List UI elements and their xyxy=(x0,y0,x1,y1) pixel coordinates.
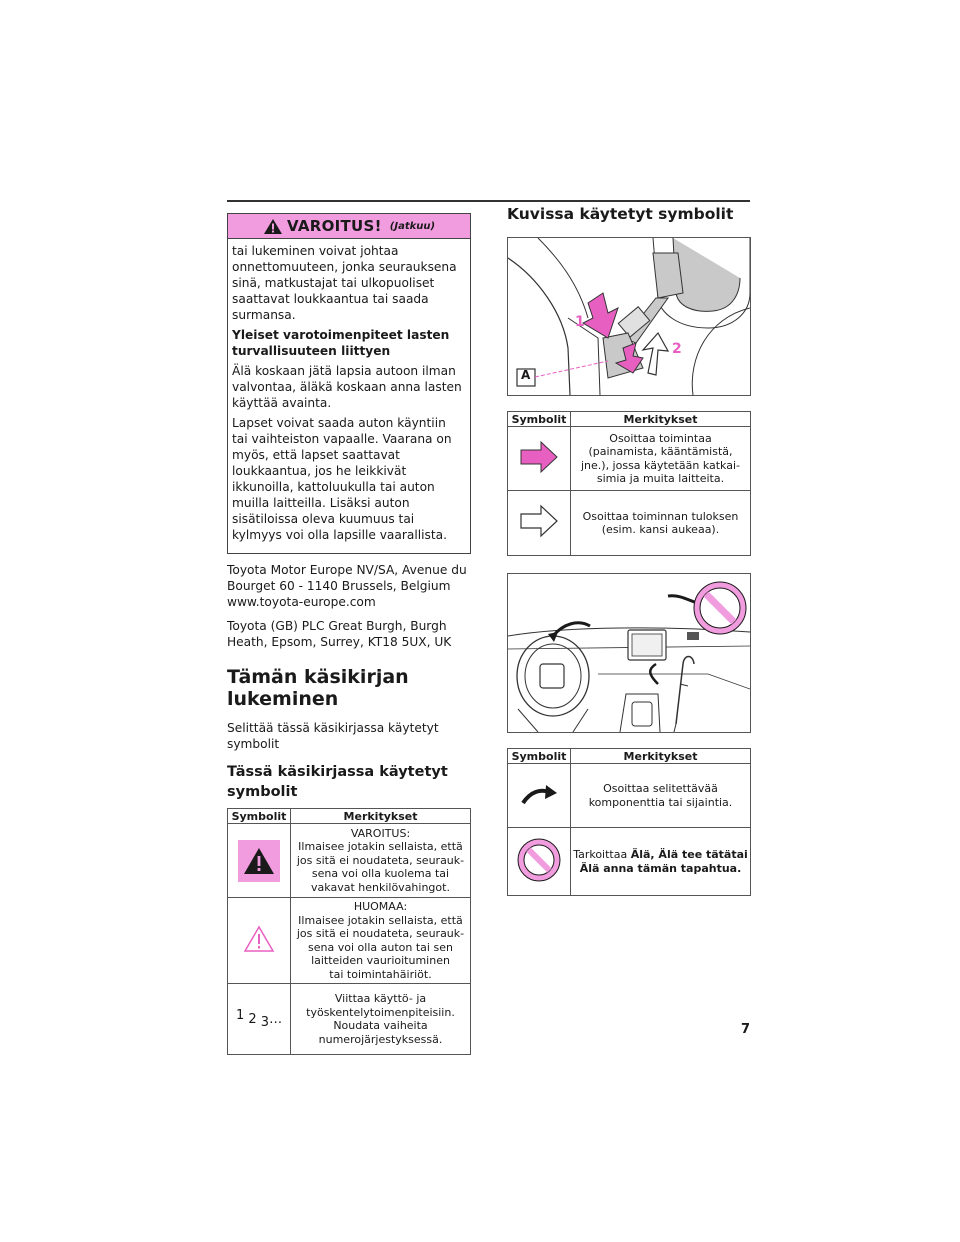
subsection-title: Tässä käsikirjassa käytetyt symbolit xyxy=(227,764,448,800)
right-title: Kuvissa käytetyt symbolit xyxy=(507,205,734,223)
left-column xyxy=(227,213,471,1055)
meaning-line: Ilmaisee jotakin sellaista, että xyxy=(298,913,463,927)
meaning-line: laitteiden vaurioituminen xyxy=(311,954,450,967)
meaning-line: jne.), jossa käytetään katkai- xyxy=(580,458,740,472)
caution-outline-icon xyxy=(243,925,275,953)
figure-step-1: 1 xyxy=(575,314,585,330)
meaning-line: simia ja muita laitteita. xyxy=(596,472,725,485)
col-header-symbol: Symbolit xyxy=(508,412,571,427)
section-intro: Selittää tässä käsikirjassa käytetyt symbolit xyxy=(227,721,439,751)
meaning-line: jos sitä ei noudateta, seurauk- xyxy=(296,853,465,867)
figure-step-2: 2 xyxy=(672,341,682,357)
meaning-line: Noudata vaiheita xyxy=(333,1019,428,1032)
figure-symbols-table-2 xyxy=(507,748,751,896)
meaning-line: sena voi olla auton tai sen xyxy=(308,940,453,954)
meaning-line: tai toimintahäiriöt. xyxy=(329,967,432,981)
table-row xyxy=(228,984,471,1055)
table-row xyxy=(508,764,751,828)
meaning-line: Osoittaa toiminnan tuloksen xyxy=(582,509,739,523)
warning-heading: Yleiset varotoimenpiteet lasten turvallisuuteen liittyen xyxy=(232,328,450,358)
address-line: Heath, Epsom, Surrey, KT18 5UX, UK xyxy=(227,635,452,649)
step-number: 1 xyxy=(235,1007,245,1023)
address-url: www.toyota-europe.com xyxy=(227,595,376,609)
meaning-line: numerojärjestyksessä. xyxy=(318,1032,443,1046)
table-row xyxy=(228,824,471,898)
dashboard-figure xyxy=(507,573,751,733)
step-numbers-icon xyxy=(228,1007,290,1030)
meaning-line xyxy=(571,848,750,862)
meaning-line: Ilmaisee jotakin sellaista, että xyxy=(298,840,463,854)
top-rule xyxy=(227,200,750,202)
page-number: 7 xyxy=(741,1022,751,1037)
col-header-symbol: Symbolit xyxy=(508,749,571,764)
meaning-line: VAROITUS: xyxy=(350,826,411,840)
dashboard-illustration xyxy=(508,574,750,732)
warning-box xyxy=(227,213,471,554)
warning-filled-icon xyxy=(238,840,280,882)
address-europe xyxy=(227,562,471,610)
warning-body xyxy=(228,239,470,553)
meaning-prefix: Tarkoittaa xyxy=(573,848,631,861)
meaning-line: komponenttia tai sijaintia. xyxy=(588,795,733,809)
outline-arrow-icon xyxy=(519,504,559,538)
col-header-meaning: Merkitykset xyxy=(291,809,471,824)
prohibition-icon xyxy=(516,837,562,883)
meaning-line: Osoittaa toimintaa xyxy=(609,431,712,445)
figure-symbols-table-1 xyxy=(507,411,751,556)
warning-header xyxy=(228,214,470,239)
meaning-line: Osoittaa selitettävää xyxy=(603,782,718,795)
meaning-line: jos sitä ei noudateta, seurauk- xyxy=(296,927,465,940)
meaning-line: vakavat henkilövahingot. xyxy=(311,880,450,894)
step-number: 3 xyxy=(260,1014,270,1030)
meaning-line: työskentelytoimenpiteisiin. xyxy=(306,1005,455,1019)
meaning-line: (esim. kansi aukeaa). xyxy=(601,523,720,536)
meaning-line xyxy=(571,862,750,876)
seatbelt-illustration xyxy=(508,238,750,395)
warning-para-2: Älä koskaan jätä lapsia autoon ilman valvontaa, äläkä koskaan anna lasten käyttää avainta. xyxy=(232,364,462,410)
col-header-meaning: Merkitykset xyxy=(571,749,751,764)
meaning-line: sena voi olla kuolema tai xyxy=(311,867,450,881)
meaning-bold: Älä anna tämän tapahtua. xyxy=(579,861,742,875)
meaning-bold: Älä, Älä tee tätätai xyxy=(630,848,748,861)
table-row xyxy=(228,898,471,984)
step-ellipsis: … xyxy=(269,1011,283,1027)
table-row xyxy=(508,828,751,896)
symbols-table xyxy=(227,808,471,1055)
address-line: Toyota Motor Europe NV/SA, Avenue du xyxy=(227,563,467,577)
meaning-line: Viittaa käyttö- ja xyxy=(334,992,427,1005)
figure-callout-a: A xyxy=(521,368,531,382)
seatbelt-figure xyxy=(507,237,751,396)
warning-continued: (Jatkuu) xyxy=(389,220,436,232)
pink-arrow-icon xyxy=(519,440,559,474)
right-column xyxy=(507,205,751,896)
address-line: Toyota (GB) PLC Great Burgh, Burgh xyxy=(227,619,447,633)
warning-para-1: tai lukeminen voivat johtaa onnettomuuteen, jonka seurauksena sinä, matkustajat tai ulkopuoliset saattavat loukkaantua tai saada surmansa. xyxy=(232,244,457,322)
table-row xyxy=(508,427,751,491)
col-header-symbol: Symbolit xyxy=(228,809,291,824)
col-header-meaning: Merkitykset xyxy=(571,412,751,427)
warning-title: VAROITUS! xyxy=(286,217,382,235)
table-row xyxy=(508,491,751,556)
address-gb xyxy=(227,618,471,650)
meaning-line: (painamista, kääntämistä, xyxy=(588,445,733,458)
meaning-line: HUOMAA: xyxy=(353,900,408,913)
step-number: 2 xyxy=(248,1011,257,1027)
section-title: Tämän käsikirjan lukeminen xyxy=(227,666,409,710)
warning-icon xyxy=(263,218,283,235)
curved-arrow-icon xyxy=(519,781,559,807)
warning-para-3: Lapset voivat saada auton käyntiin tai vaihteiston vapaalle. Vaarana on myös, että lapset saattavat loukkaantua, jos he leikkivät ikkunoilla, kattoluukulla tai auton muilla laitteilla. Lisäksi auton sisätiloissa oleva kuumuus tai kylmyys voi olla lapsille vaarallista. xyxy=(232,416,452,542)
address-line: Bourget 60 - 1140 Brussels, Belgium xyxy=(227,579,451,593)
